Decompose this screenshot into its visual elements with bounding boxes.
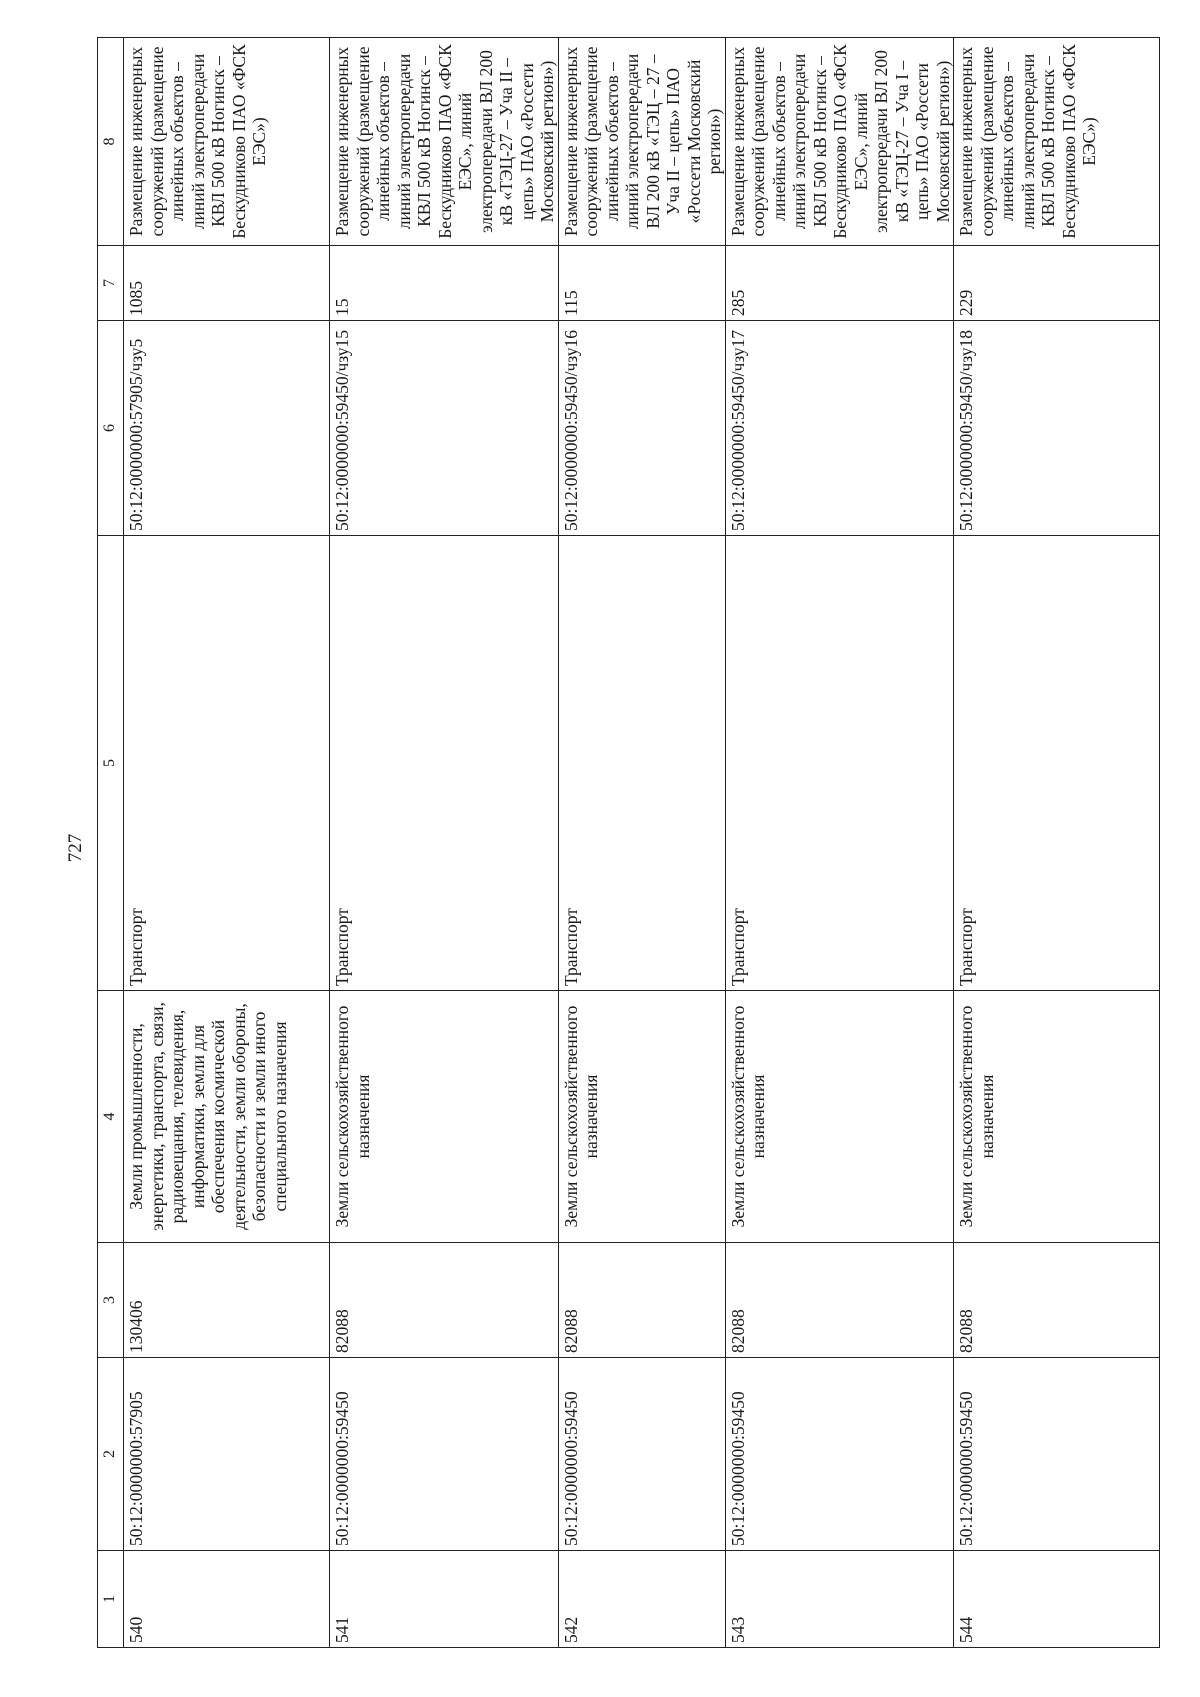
permitted-use-cell: [558, 536, 725, 991]
plot-part-number: 50:12:0000000:57905/чзу5: [126, 338, 146, 531]
permitted-use-cell: [330, 536, 559, 991]
plot-part-cell: [954, 321, 1160, 536]
purpose-cell: [954, 38, 1160, 246]
plot-area-cell: [330, 1243, 559, 1358]
row-number: 542: [560, 1616, 581, 1643]
rotated-table-container: [97, 38, 1099, 1648]
cadastral-number: 50:12:0000000:59450: [727, 1391, 748, 1546]
table-row: [558, 38, 725, 1648]
permitted-use-cell: [725, 536, 954, 991]
permitted-use: Транспорт: [560, 908, 581, 986]
land-category-cell: [725, 991, 954, 1243]
plot-part-number: 50:12:0000000:59450/чзу18: [956, 329, 976, 531]
plot-area: 82088: [956, 1309, 976, 1353]
column-header-2: 2: [98, 1358, 124, 1551]
plot-area-cell: [124, 1243, 330, 1358]
land-plots-table: [97, 37, 1160, 1648]
column-header-5: 5: [98, 536, 124, 991]
row-number-cell: [124, 1551, 330, 1648]
plot-area: 130406: [126, 1300, 146, 1353]
column-header-7: 7: [98, 246, 124, 321]
column-header-3: 3: [98, 1243, 124, 1358]
purpose-cell: [558, 38, 725, 246]
part-area: 115: [560, 290, 581, 316]
cadastral-number-cell: [330, 1358, 559, 1551]
plot-part-cell: [558, 321, 725, 536]
column-header-8: 8: [98, 38, 124, 246]
permitted-use: Транспорт: [332, 908, 352, 986]
part-area: 285: [727, 289, 748, 316]
table-row: [725, 38, 954, 1648]
plot-part-number: 50:12:0000000:59450/чзу17: [727, 329, 748, 531]
row-number: 540: [126, 1616, 146, 1643]
plot-part-cell: [725, 321, 954, 536]
row-number-cell: [330, 1551, 559, 1648]
cadastral-number: 50:12:0000000:57905: [126, 1391, 146, 1546]
row-number-cell: [954, 1551, 1160, 1648]
part-area-cell: [725, 246, 954, 321]
cadastral-number: 50:12:0000000:59450: [956, 1391, 976, 1546]
permitted-use: Транспорт: [727, 908, 748, 986]
land-category-cell: [124, 991, 330, 1243]
land-category: Земли сельскохозяйственного назначения: [332, 1005, 373, 1228]
land-category-cell: [558, 991, 725, 1243]
plot-area-cell: [954, 1243, 1160, 1358]
column-header-1: 1: [98, 1551, 124, 1648]
plot-part-cell: [124, 321, 330, 536]
permitted-use: Транспорт: [956, 908, 976, 986]
permitted-use-cell: [124, 536, 330, 991]
part-area: 1085: [126, 281, 146, 316]
land-category: Земли промышленности, энергетики, транспорта, связи, радиовещания, телевидения, информатики, земли для обеспечения космической деятельности, земли обороны, безопасности и земли иного специального назначения: [126, 1002, 290, 1231]
cadastral-number-cell: [725, 1358, 954, 1551]
land-category: Земли сельскохозяйственного назначения: [727, 1005, 768, 1228]
purpose-cell: [725, 38, 954, 246]
purpose-text: Размещение инженерных сооружений (размещение линейных объектов – линий электропередачи КВЛ 500 кВ Ногинск – Бескудниково ПАО «ФСК ЕЭС», линий электропередачи ВЛ 200 кВ «ТЭЦ-27 – Уча I – цепь» ПАО «Россети Московский регион»): [727, 44, 953, 239]
plot-part-number: 50:12:0000000:59450/чзу15: [332, 329, 352, 531]
cadastral-number: 50:12:0000000:59450: [560, 1391, 581, 1546]
land-category-cell: [954, 991, 1160, 1243]
table-row: [954, 38, 1160, 1648]
plot-area: 82088: [560, 1309, 581, 1353]
purpose-text: Размещение инженерных сооружений (размещение линейных объектов – линий электропередачи КВЛ 500 кВ Ногинск – Бескудниково ПАО «ФСК ЕЭС», линий электропередачи ВЛ 200 кВ «ТЭЦ-27 – Уча II – цепь» ПАО «Россети Московский регион»): [332, 44, 557, 239]
column-header-4: 4: [98, 991, 124, 1243]
land-category-cell: [330, 991, 559, 1243]
purpose-cell: [330, 38, 559, 246]
row-number: 543: [727, 1616, 748, 1643]
part-area-cell: [330, 246, 559, 321]
part-area: 229: [956, 289, 976, 316]
page-number: 727: [65, 833, 86, 863]
purpose-text: Размещение инженерных сооружений (размещение линейных объектов – линий электропередачи ВЛ 200 кВ «ТЭЦ – 27 – Уча II – цепь» ПАО «Россети Московский регион»): [560, 46, 724, 237]
part-area-cell: [124, 246, 330, 321]
permitted-use: Транспорт: [126, 908, 146, 986]
cadastral-number: 50:12:0000000:59450: [332, 1391, 352, 1546]
cadastral-number-cell: [124, 1358, 330, 1551]
part-area-cell: [954, 246, 1160, 321]
land-category: Земли сельскохозяйственного назначения: [560, 1005, 601, 1228]
row-number-cell: [558, 1551, 725, 1648]
plot-area: 82088: [332, 1309, 352, 1353]
plot-part-number: 50:12:0000000:59450/чзу16: [560, 329, 581, 531]
purpose-cell: [124, 38, 330, 246]
column-number-row: [98, 38, 124, 1648]
plot-area: 82088: [727, 1309, 748, 1353]
purpose-text: Размещение инженерных сооружений (размещение линейных объектов – линий электропередачи КВЛ 500 кВ Ногинск – Бескудниково ПАО «ФСК ЕЭС»): [956, 44, 1099, 239]
permitted-use-cell: [954, 536, 1160, 991]
land-category: Земли сельскохозяйственного назначения: [956, 1005, 997, 1228]
table-row: [330, 38, 559, 1648]
row-number: 544: [956, 1616, 976, 1643]
part-area: 15: [332, 298, 352, 316]
column-header-6: 6: [98, 321, 124, 536]
row-number: 541: [332, 1616, 352, 1643]
plot-area-cell: [725, 1243, 954, 1358]
table-row: [124, 38, 330, 1648]
part-area-cell: [558, 246, 725, 321]
row-number-cell: [725, 1551, 954, 1648]
cadastral-number-cell: [558, 1358, 725, 1551]
plot-part-cell: [330, 321, 559, 536]
cadastral-number-cell: [954, 1358, 1160, 1551]
plot-area-cell: [558, 1243, 725, 1358]
purpose-text: Размещение инженерных сооружений (размещение линейных объектов – линий электропередачи КВЛ 500 кВ Ногинск – Бескудниково ПАО «ФСК ЕЭС»): [126, 44, 269, 239]
